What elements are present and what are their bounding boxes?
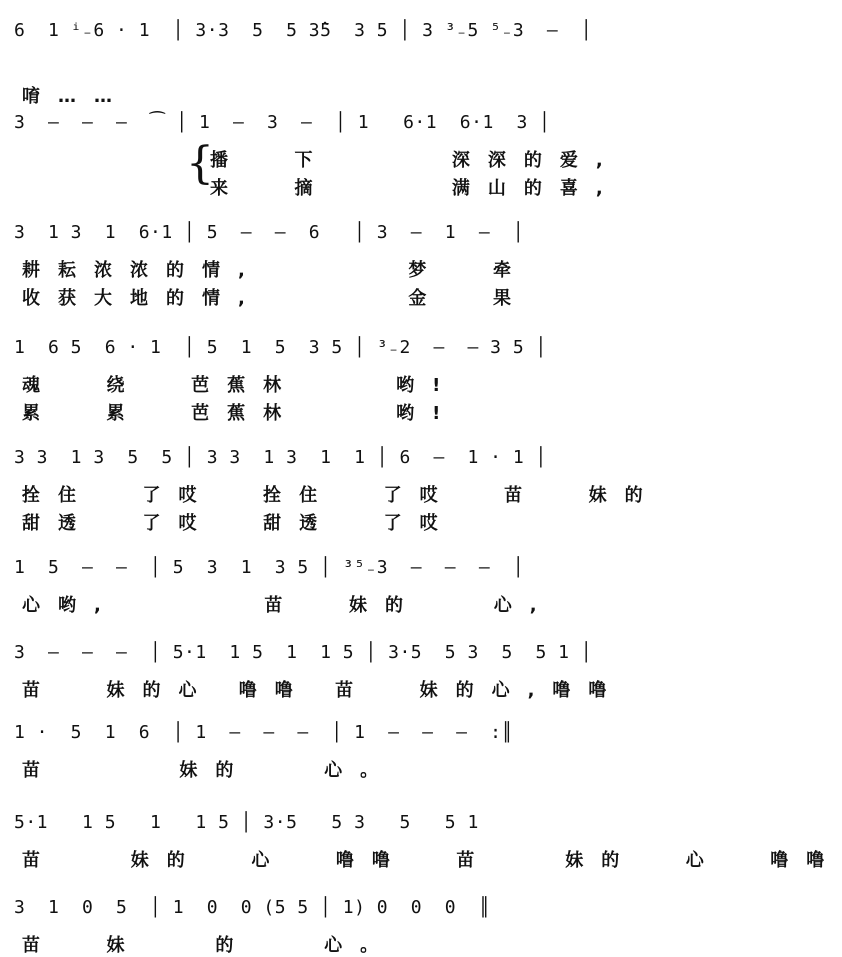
notation-line: 1 · 5 1 6 │ 1 — — — │ 1 — — — :║: [14, 722, 513, 743]
lyric-line: 收获大地的情, 金 果: [22, 288, 529, 309]
lyric-line: 拴住 了哎 拴住 了哎 苗 妹的: [22, 485, 661, 506]
notation-line: 3 — — — ⁀ │ 1 — 3 — │ 1 6·1 6·1 3 │: [14, 112, 551, 133]
lyric-line: 唷……: [22, 86, 130, 107]
lyric-line: 播 下 深深的爱,: [210, 150, 621, 171]
lyric-line: 甜透 了哎 甜透 了哎: [22, 513, 456, 534]
notation-line: 1 6 5 6 · 1 │ 5 1 5 3 5 │ ³₋2 — — 3 5 │: [14, 337, 547, 358]
lyric-line: 累 累 芭蕉林 哟!: [22, 403, 459, 424]
lyric-line: 心哟, 苗 妹的 心,: [22, 595, 555, 616]
notation-line: 1 5 — — │ 5 3 1 3 5 │ ³⁵₋3 — — — │: [14, 557, 525, 578]
notation-line: 3 — — — │ 5·1 1 5 1 1 5 │ 3·5 5 3 5 5 1 │: [14, 642, 593, 663]
lyric-line: 耕耘浓浓的情, 梦 牵: [22, 260, 529, 281]
notation-line: 5·1 1 5 1 1 5 │ 3·5 5 3 5 5 1: [14, 812, 479, 833]
lyric-line: 魂 绕 芭蕉林 哟!: [22, 375, 459, 396]
verse-brace: {: [186, 138, 214, 189]
lyric-line: 苗 妹的心 噜噜 苗 妹的心,噜噜: [22, 680, 625, 701]
lyric-line: 苗 妹 的 心。: [22, 935, 397, 956]
notation-line: 6 1 ⁱ₋6 · 1 │ 3·3 5 5 3̂5 3 5 │ 3 ³₋5 ⁵₋3 — │: [14, 20, 593, 41]
notation-line: 3 1 0 5 │ 1 0 0 (5 5 │ 1) 0 0 0 ║: [14, 897, 491, 918]
notation-line: 3 1 3 1 6·1 │ 5 — — 6 │ 3 — 1 — │: [14, 222, 525, 243]
lyric-line: 苗 妹的 心。: [22, 760, 397, 781]
lyric-line: 苗 妹的 心 噜噜 苗 妹的 心 噜噜: [22, 850, 842, 871]
notation-line: 3 3 1 3 5 5 │ 3 3 1 3 1 1 │ 6 — 1 · 1 │: [14, 447, 547, 468]
lyric-line: 来 摘 满山的喜,: [210, 178, 621, 199]
